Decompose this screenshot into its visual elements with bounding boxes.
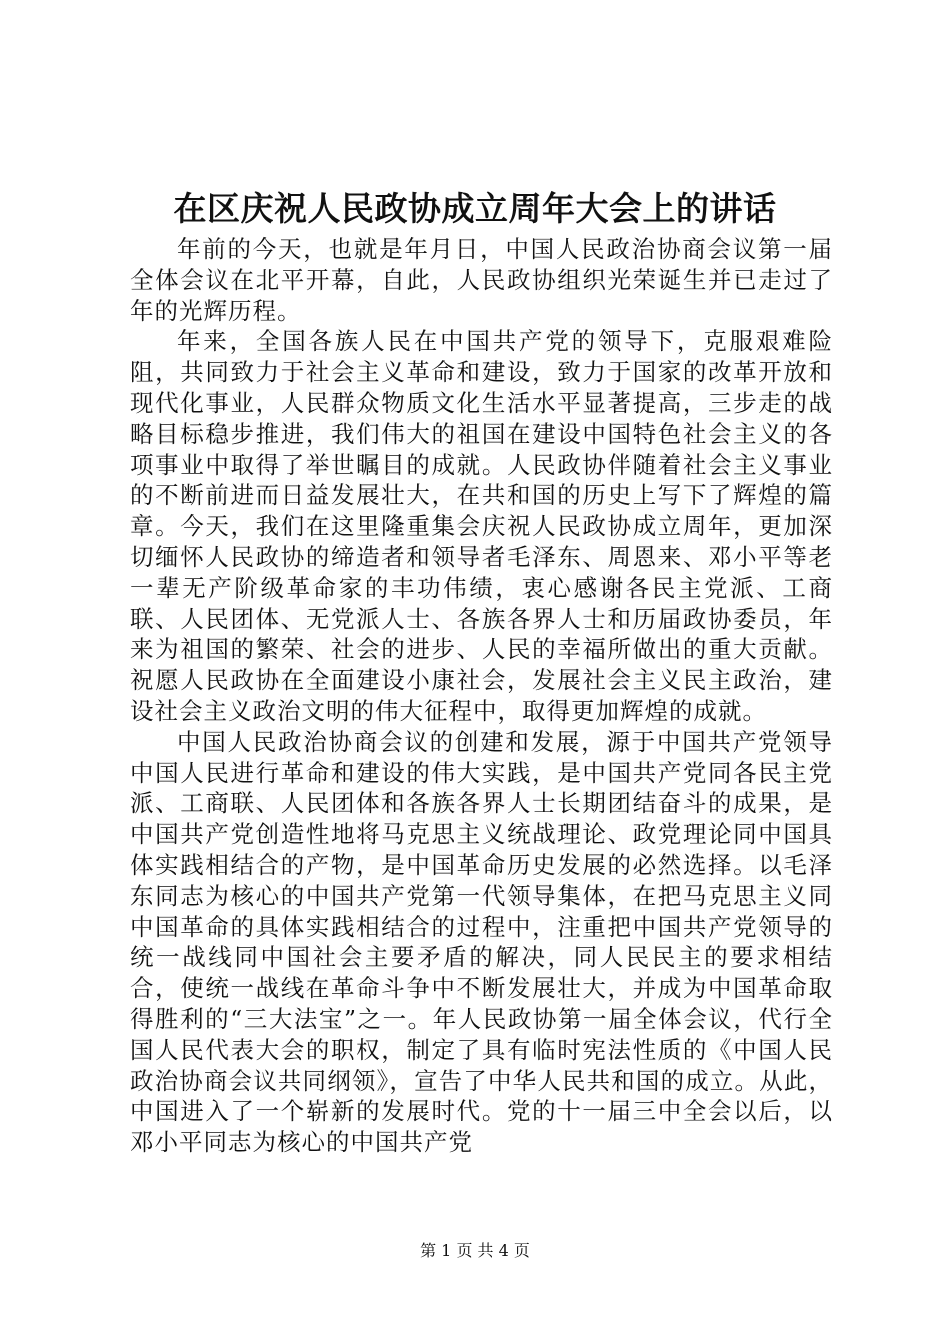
paragraph-1: 年前的今天，也就是年月日，中国人民政治协商会议第一届全体会议在北平开幕，自此，人民政协组织光荣诞生并已走过了年的光辉历程。	[130, 235, 833, 325]
page-number-footer: 第 1 页 共 4 页	[420, 1241, 530, 1260]
document-title: 在区庆祝人民政协成立周年大会上的讲话	[173, 189, 777, 228]
paragraph-3: 中国人民政治协商会议的创建和发展，源于中国共产党领导中国人民进行革命和建设的伟大实践，是中国共产党同各民主党派、工商联、人民团体和各族各界人士长期团结奋斗的成果，是中国共产党创造性地将马克思主义统战理论、政党理论同中国具体实践相结合的产物，是中国革命历史发展的必然选择。以毛泽东同志为核心的中国共产党第一代领导集体，在把马克思主义同中国革命的具体实践相结合的过程中，注重把中国共产党领导的统一战线同中国社会主要矛盾的解决，同人民民主的要求相结合，使统一战线在革命斗争中不断发展壮大，并成为中国革命取得胜利的“三大法宝”之一。年人民政协第一届全体会议，代行全国人民代表大会的职权，制定了具有临时宪法性质的《中国人民政治协商会议共同纲领》，宣告了中华人民共和国的成立。从此，中国进入了一个崭新的发展时代。党的十一届三中全会以后，以邓小平同志为核心的中国共产党	[130, 727, 833, 1157]
document-body	[130, 234, 833, 1158]
paragraph-2: 年来，全国各族人民在中国共产党的领导下，克服艰难险阻，共同致力于社会主义革命和建设，致力于国家的改革开放和现代化事业，人民群众物质文化生活水平显著提高，三步走的战略目标稳步推进，我们伟大的祖国在建设中国特色社会主义的各项事业中取得了举世瞩目的成就。人民政协伴随着社会主义事业的不断前进而日益发展壮大，在共和国的历史上写下了辉煌的篇章。今天，我们在这里隆重集会庆祝人民政协成立周年，更加深切缅怀人民政协的缔造者和领导者毛泽东、周恩来、邓小平等老一辈无产阶级革命家的丰功伟绩，衷心感谢各民主党派、工商联、人民团体、无党派人士、各族各界人士和历届政协委员，年来为祖国的繁荣、社会的进步、人民的幸福所做出的重大贡献。祝愿人民政协在全面建设小康社会，发展社会主义民主政治，建设社会主义政治文明的伟大征程中，取得更加辉煌的成就。	[130, 327, 833, 725]
